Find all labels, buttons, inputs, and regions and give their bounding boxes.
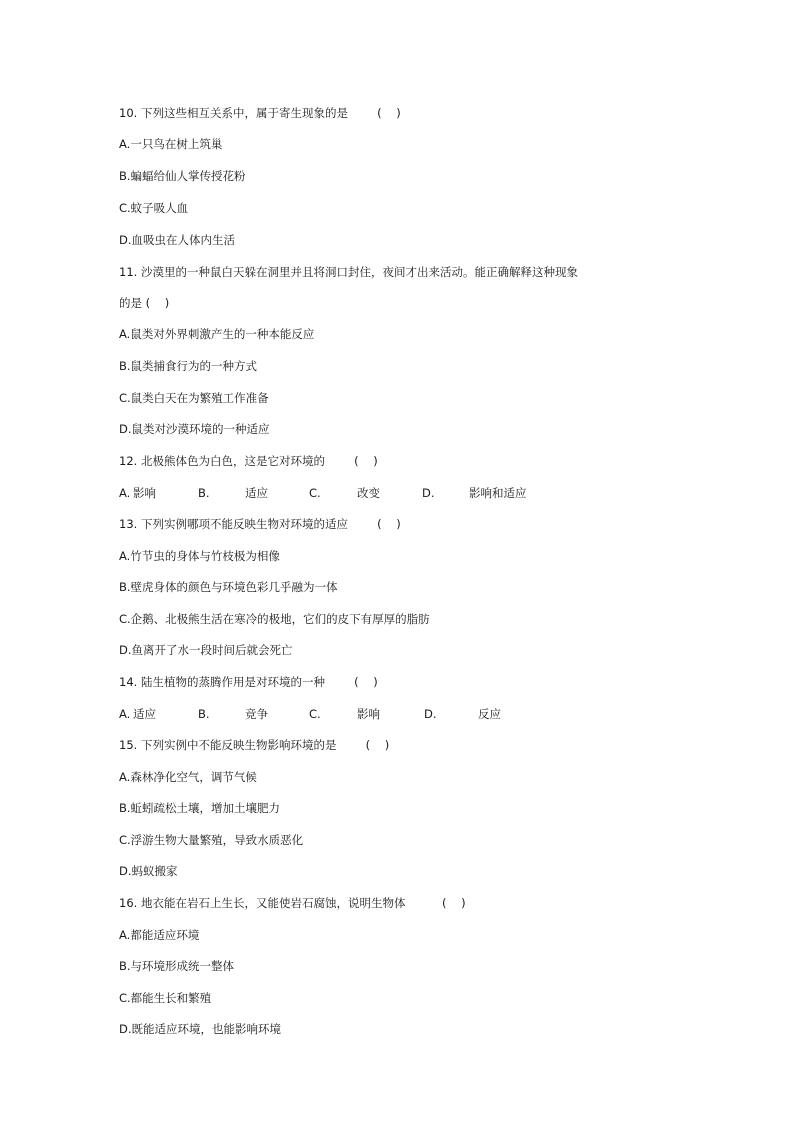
question-15-option-a: A.森林净化空气，调节气候 (119, 770, 257, 784)
question-14-options-row (119, 706, 639, 722)
question-14-option-a-text: 适应 (133, 707, 156, 721)
question-12-option-d-text: 影响和适应 (469, 486, 527, 500)
question-13-option-b: B.壁虎身体的颜色与环境色彩几乎融为一体 (119, 580, 338, 594)
question-11-option-d: D.鼠类对沙漠环境的一种适应 (119, 422, 270, 436)
question-16-option-b: B.与环境形成统一整体 (119, 959, 235, 973)
question-10-stem: 10. 下列这些相互关系中，属于寄生现象的是 ( ) (119, 106, 401, 120)
question-10-option-d: D.血吸虫在人体内生活 (119, 233, 236, 247)
question-13-option-c: C.企鹅、北极熊生活在寒冷的极地，它们的皮下有厚厚的脂肪 (119, 612, 430, 626)
question-14-option-b-text: 竞争 (245, 707, 268, 721)
question-12-option-a-text: 影响 (133, 486, 156, 500)
question-12-option-b-letter: B. (198, 486, 210, 500)
question-13-option-d: D.鱼离开了水一段时间后就会死亡 (119, 643, 293, 657)
question-11-option-c: C.鼠类白天在为繁殖工作准备 (119, 391, 269, 405)
question-12-option-a-letter: A. (119, 486, 131, 500)
question-14-stem: 14. 陆生植物的蒸腾作用是对环境的一种 ( ) (119, 675, 378, 689)
question-15-stem: 15. 下列实例中不能反映生物影响环境的是 ( ) (119, 738, 390, 752)
question-16-option-a: A.都能适应环境 (119, 928, 200, 942)
question-12-option-b-text: 适应 (245, 486, 268, 500)
question-10-option-a: A.一只鸟在树上筑巢 (119, 137, 223, 151)
question-11-option-b: B.鼠类捕食行为的一种方式 (119, 359, 258, 373)
question-14-option-d-letter: D. (424, 707, 437, 721)
question-12-option-c-text: 改变 (357, 486, 380, 500)
question-15-option-b: B.蚯蚓疏松土壤，增加土壤肥力 (119, 801, 281, 815)
question-10-option-b: B.蝙蝠给仙人掌传授花粉 (119, 169, 246, 183)
question-16-stem: 16. 地衣能在岩石上生长，又能使岩石腐蚀，说明生物体 ( ) (119, 896, 466, 910)
question-11-stem-line1: 11. 沙漠里的一种鼠白天躲在洞里并且将洞口封住，夜间才出来活动。能正确解释这种现象 (119, 265, 578, 279)
question-14-option-c-letter: C. (309, 707, 321, 721)
question-14-option-b-letter: B. (198, 707, 210, 721)
question-15-option-d: D.蚂蚁搬家 (119, 864, 178, 878)
question-14-option-c-text: 影响 (357, 707, 380, 721)
question-12-option-c-letter: C. (309, 486, 321, 500)
question-13-option-a: A.竹节虫的身体与竹枝极为相像 (119, 549, 280, 563)
question-12-stem: 12. 北极熊体色为白色，这是它对环境的 ( ) (119, 454, 378, 468)
question-12-options-row (119, 485, 639, 501)
question-15-option-c: C.浮游生物大量繁殖，导致水质恶化 (119, 833, 304, 847)
question-14-option-a-letter: A. (119, 707, 131, 721)
question-13-stem: 13. 下列实例哪项不能反映生物对环境的适应 ( ) (119, 517, 401, 531)
question-14-option-d-text: 反应 (478, 707, 501, 721)
question-11-option-a: A.鼠类对外界刺激产生的一种本能反应 (119, 327, 315, 341)
question-12-option-d-letter: D. (422, 486, 435, 500)
question-16-option-c: C.都能生长和繁殖 (119, 991, 212, 1005)
question-16-option-d: D.既能适应环境，也能影响环境 (119, 1022, 282, 1036)
question-10-option-c: C.蚊子吸人血 (119, 201, 189, 215)
question-11-stem-line2: 的是 ( ) (119, 296, 170, 310)
